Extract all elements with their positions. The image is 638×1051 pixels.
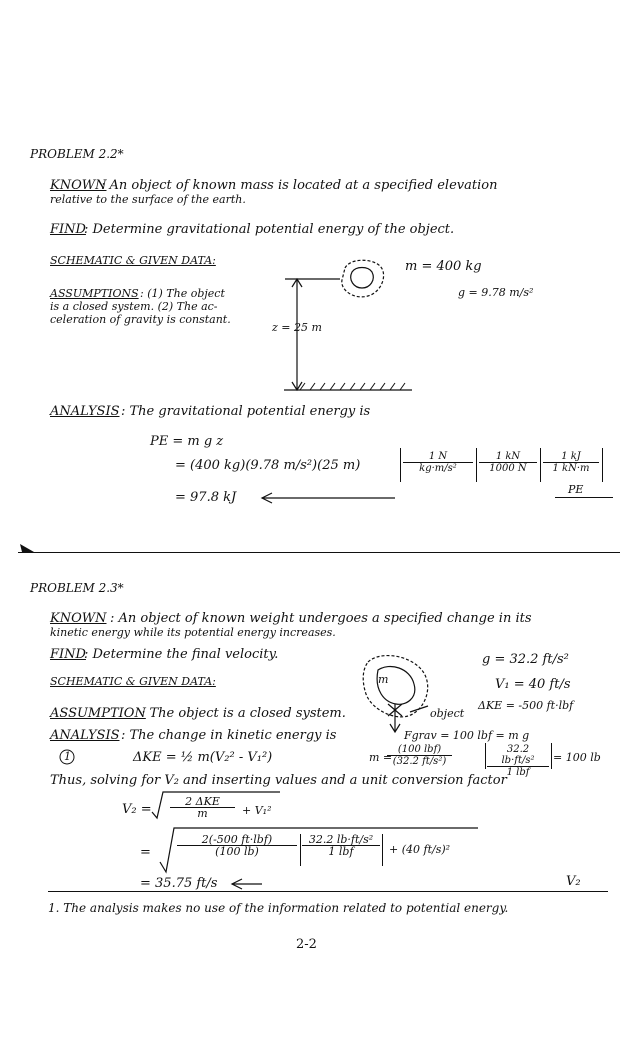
problem-2-3-title: PROBLEM 2.3* xyxy=(30,581,124,595)
step-num: 2(-500 ft·lbf) xyxy=(177,834,297,846)
known-text-cont: relative to the surface of the earth. xyxy=(50,193,246,206)
mass-eq-den: (32.2 ft/s²) xyxy=(392,756,447,767)
object-mass-symbol: m xyxy=(378,673,389,686)
assumption-label: ASSUMPTION xyxy=(50,706,146,721)
mass-eq-lhs: m = xyxy=(369,751,393,764)
pe-substitution: = (400 kg)(9.78 m/s²)(25 m) xyxy=(175,458,361,473)
mass-conv-den: 1 lbf xyxy=(506,767,530,778)
analysis-label: ANALYSIS xyxy=(50,404,120,419)
step-conv-den: 1 lbf xyxy=(328,845,354,858)
pe-result: = 97.8 kJ xyxy=(175,490,237,505)
v2-lhs: V₂ = xyxy=(122,802,152,817)
known-label: KNOWN xyxy=(50,178,107,193)
schematic-label-2: SCHEMATIC & GIVEN DATA: xyxy=(50,675,216,688)
thus-text: Thus, solving for V₂ and inserting values and a unit conversion factor xyxy=(50,773,507,788)
delta-ke-value: ΔKE = -500 ft·lbf xyxy=(478,699,574,712)
schematic-label: SCHEMATIC & GIVEN DATA: xyxy=(50,254,216,267)
mass-result: = 100 lb xyxy=(553,751,601,764)
analysis-text-2: : The change in kinetic energy is xyxy=(121,728,337,743)
weight-relation: Fgrav = 100 lbf = m g xyxy=(404,729,530,742)
assumption-text: : The object is a closed system. xyxy=(141,706,346,721)
page-number: 2-2 xyxy=(296,937,317,952)
find-text: : Determine gravitational potential energy of the object. xyxy=(84,222,455,237)
footnote: 1. The analysis makes no use of the information related to potential energy. xyxy=(48,901,509,915)
mass-eq-num: (100 lbf) xyxy=(387,744,452,756)
known-text-2-cont: kinetic energy while its potential energy increases. xyxy=(50,626,336,639)
note-marker: 1 xyxy=(64,750,71,763)
analysis-text: : The gravitational potential energy is xyxy=(121,404,371,419)
conversion-3-num: 1 kJ xyxy=(543,451,599,463)
v2-plus-v1: + V₁² xyxy=(242,804,272,817)
mass-value: m = 400 kg xyxy=(405,259,482,274)
problem-2-2-title: PROBLEM 2.2* xyxy=(30,147,124,161)
elevation-value: z = 25 m xyxy=(272,321,322,334)
v2-num: 2 ΔKE xyxy=(170,796,235,808)
known-text-2: : An object of known weight undergoes a specified change in its xyxy=(110,611,532,626)
conversion-1-den: kg·m/s² xyxy=(419,463,457,474)
find-text-2: : Determine the final velocity. xyxy=(84,647,279,662)
step-plus-v1: + (40 ft/s)² xyxy=(389,843,451,856)
conversion-2-den: 1000 N xyxy=(489,463,527,474)
answer-tag-pe: PE xyxy=(568,483,584,496)
find-label-2: FIND xyxy=(50,647,86,662)
step-conv-num: 32.2 lb·ft/s² xyxy=(302,834,380,846)
gravity-value-2: g = 32.2 ft/s² xyxy=(482,652,569,667)
conversion-3-den: 1 kN·m xyxy=(552,463,590,474)
object-label: object xyxy=(430,707,465,720)
conversion-2-num: 1 kN xyxy=(479,451,537,463)
mass-conv-num: 32.2 lb·ft/s² xyxy=(487,744,549,767)
equals-sign: = xyxy=(140,845,151,860)
footnote-divider xyxy=(48,891,608,892)
assumptions-text-1: : (1) The object xyxy=(140,287,225,300)
initial-velocity: V₁ = 40 ft/s xyxy=(495,677,571,692)
analysis-label-2: ANALYSIS xyxy=(50,728,120,743)
delta-ke-equation: ΔKE = ½ m(V₂² - V₁²) xyxy=(133,750,273,765)
gravity-value: g = 9.78 m/s² xyxy=(458,286,534,299)
conversion-1-num: 1 N xyxy=(403,451,473,463)
assumptions-label: ASSUMPTIONS xyxy=(50,287,139,300)
answer-tag-v2: V₂ xyxy=(566,874,581,889)
assumptions-text-3: celeration of gravity is constant. xyxy=(50,313,231,326)
known-label-2: KNOWN xyxy=(50,611,107,626)
pe-equation: PE = m g z xyxy=(150,434,224,449)
v2-den: m xyxy=(197,807,208,820)
find-label: FIND xyxy=(50,222,86,237)
step-den: (100 lb) xyxy=(215,845,259,858)
known-text: : An object of known mass is located at a specified elevation xyxy=(101,178,498,193)
assumptions-text-2: is a closed system. (2) The ac- xyxy=(50,300,218,313)
final-result: = 35.75 ft/s xyxy=(140,876,218,891)
